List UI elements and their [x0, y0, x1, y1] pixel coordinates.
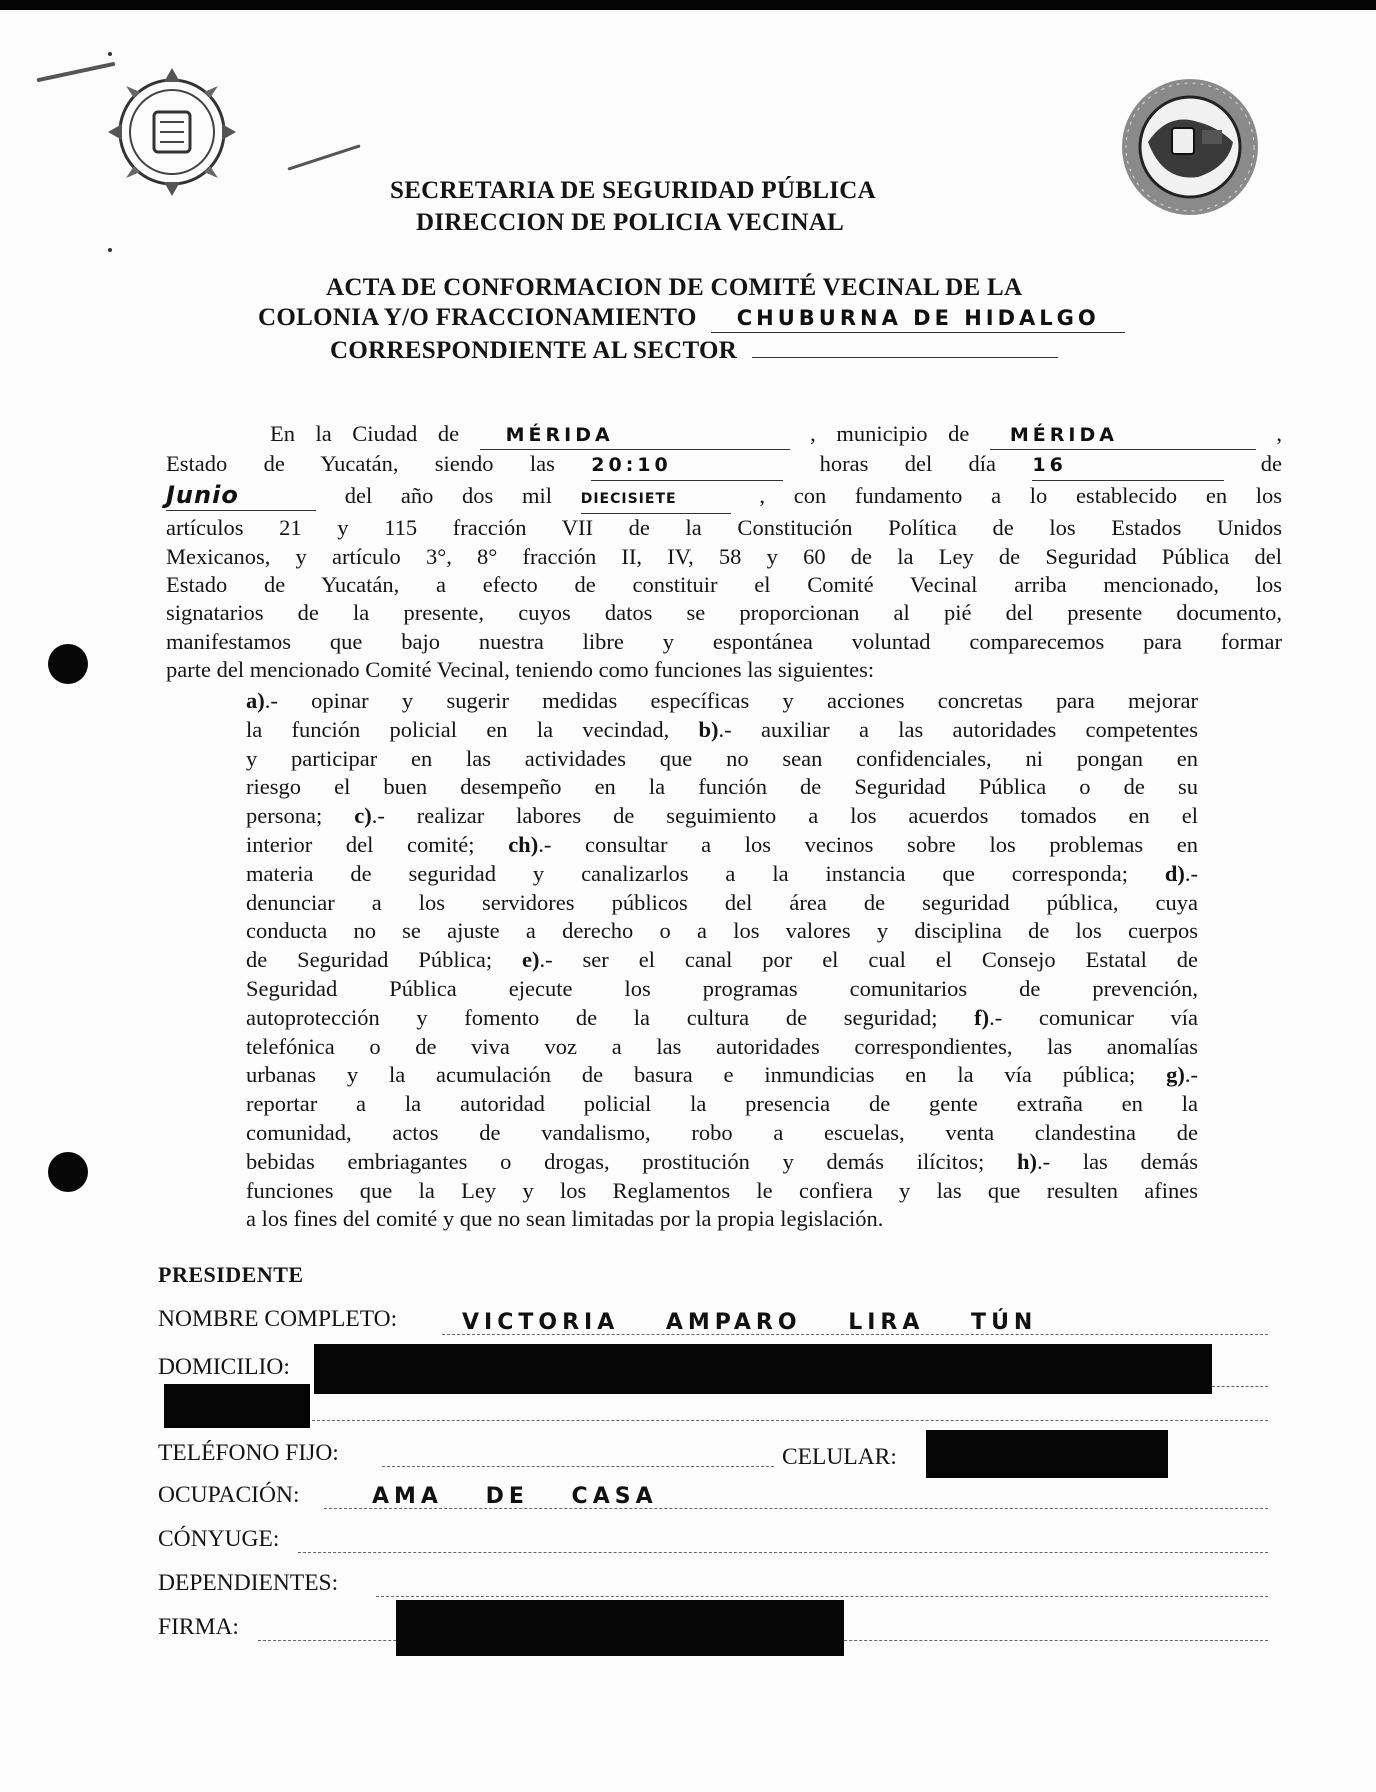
- nombre-label: NOMBRE COMPLETO:: [158, 1306, 398, 1332]
- telefono-label: TELÉFONO FIJO:: [158, 1440, 339, 1466]
- title-line-2: [258, 304, 1125, 333]
- body-row-4: artículos 21 y 115 fracción VII de la Constitución Política de los Estados Unidos: [166, 515, 1282, 541]
- dependientes-line[interactable]: [376, 1596, 1268, 1597]
- function-row: Seguridad Pública ejecute los programas comunitarios de prevención,: [246, 975, 1198, 1001]
- header-line-1: SECRETARIA DE SEGURIDAD PÚBLICA: [390, 177, 877, 204]
- body-row-9: parte del mencionado Comité Vecinal, teniendo como funciones las siguientes:: [166, 657, 875, 683]
- function-row: de Seguridad Pública; e).- ser el canal por el cual el Consejo Estatal de: [246, 947, 1198, 973]
- function-row: conducta no se ajuste a derecho o a los valores y disciplina de los cuerpos: [246, 918, 1198, 944]
- conyuge-line[interactable]: [298, 1552, 1268, 1553]
- ciudad-value[interactable]: MÉRIDA: [505, 424, 614, 446]
- title-line-1: ACTA DE CONFORMACION DE COMITÉ VECINAL DE LA: [326, 274, 1023, 301]
- body-row-6: Estado de Yucatán, a efecto de constituir el Comité Vecinal arriba mencionado, los: [166, 572, 1282, 598]
- firma-redaction: [396, 1600, 844, 1656]
- function-row: autoprotección y fomento de la cultura de seguridad; f).- comunicar vía: [246, 1004, 1199, 1030]
- celular-redaction: [926, 1430, 1168, 1478]
- body-row-7: signatarios de la presente, cuyos datos se proporcionan al pié del presente documento,: [166, 600, 1282, 626]
- function-row: bebidas embriagantes o drogas, prostitución y demás ilícitos; h).- las demás: [246, 1148, 1199, 1174]
- function-row: urbanas y la acumulación de basura e inmundicias en la vía pública; g).-: [246, 1062, 1199, 1088]
- function-row: a los fines del comité y que no sean limitadas por la propia legislación.: [246, 1206, 884, 1232]
- mes-value[interactable]: Junio: [166, 480, 239, 509]
- domicilio-redaction-2: [164, 1384, 310, 1428]
- celular-label: CELULAR:: [782, 1444, 897, 1470]
- sector-label: CORRESPONDIENTE AL SECTOR: [330, 337, 738, 364]
- punch-hole: [48, 1152, 88, 1192]
- scan-top-edge: [0, 0, 1376, 10]
- function-row: y participar en las actividades que no sean confidenciales, ni pongan en: [246, 745, 1198, 771]
- function-row: materia de seguridad y canalizarlos a la instancia que corresponda; d).-: [246, 860, 1199, 886]
- municipio-value[interactable]: MÉRIDA: [1009, 424, 1118, 446]
- function-row: riesgo el buen desempeño en la función de Seguridad Pública o de su: [246, 774, 1198, 800]
- function-row: telefónica o de viva voz a las autoridades correspondientes, las anomalías: [246, 1033, 1198, 1059]
- body-row-8: manifestamos que bajo nuestra libre y espontánea voluntad comparecemos para formar: [166, 628, 1282, 654]
- scan-speck: [108, 52, 112, 56]
- function-row: la función policial en la vecindad, b).- auxiliar a las autoridades competentes: [246, 716, 1198, 742]
- domicilio-redaction: [314, 1344, 1212, 1394]
- dia-value[interactable]: 16: [1032, 454, 1067, 477]
- body-row-2: Estado de Yucatán, siendo las 20:10 horas del día 16 de: [166, 450, 1282, 480]
- domicilio-label: DOMICILIO:: [158, 1354, 290, 1380]
- title-line-3: [330, 337, 1058, 365]
- function-row: persona; c).- realizar labores de seguimiento a los acuerdos tomados en el: [246, 803, 1198, 829]
- functions-list: [246, 687, 1198, 1234]
- function-row: comunidad, actos de vandalismo, robo a escuelas, venta clandestina de: [246, 1119, 1198, 1145]
- function-row: funciones que la Ley y los Reglamentos le confiera y las que resulten afines: [246, 1177, 1198, 1203]
- pen-mark: [287, 144, 360, 170]
- scan-speck: [108, 248, 112, 252]
- function-row: denunciar a los servidores públicos del área de seguridad pública, cuya: [246, 889, 1198, 915]
- body-row-5: Mexicanos, y artículo 3°, 8° fracción II, IV, 58 y 60 de la Ley de Seguridad Pública del: [166, 543, 1282, 569]
- punch-hole: [48, 644, 88, 684]
- domicilio-line: [1212, 1386, 1268, 1387]
- function-row: interior del comité; ch).- consultar a los vecinos sobre los problemas en: [246, 831, 1198, 857]
- anio-value[interactable]: DIECISIETE: [580, 490, 677, 507]
- ocupacion-value[interactable]: AMA DE CASA: [372, 1484, 658, 1509]
- header-line-2: DIRECCION DE POLICIA VECINAL: [416, 209, 845, 236]
- police-seal-icon: [102, 62, 242, 202]
- body-row-3: Junio del año dos mil DIECISIETE , con fundamento a lo establecido en los: [166, 481, 1282, 514]
- consejo-estatal-seal-icon: [1108, 72, 1268, 222]
- colonia-value[interactable]: CHUBURNA DE HIDALGO: [736, 306, 1100, 330]
- function-row: a).- opinar y sugerir medidas específicas y acciones concretas para mejorar: [246, 688, 1198, 713]
- presidente-section-title: PRESIDENTE: [158, 1262, 304, 1287]
- hora-value[interactable]: 20:10: [591, 454, 672, 477]
- firma-label: FIRMA:: [158, 1614, 239, 1640]
- nombre-value[interactable]: VICTORIA AMPARO LIRA TÚN: [462, 1310, 1038, 1335]
- colonia-label: COLONIA Y/O FRACCIONAMIENTO: [258, 304, 697, 331]
- ocupacion-label: OCUPACIÓN:: [158, 1482, 300, 1508]
- telefono-line[interactable]: [382, 1466, 774, 1467]
- body-row-1: En la Ciudad de MÉRIDA , municipio de MÉRIDA ,: [166, 420, 1282, 450]
- dependientes-label: DEPENDIENTES:: [158, 1570, 339, 1596]
- function-row: reportar a la autoridad policial la presencia de gente extraña en la: [246, 1091, 1198, 1117]
- domicilio-line-2: [312, 1420, 1268, 1421]
- acta-body-paragraph: [166, 420, 1282, 685]
- conyuge-label: CÓNYUGE:: [158, 1526, 280, 1552]
